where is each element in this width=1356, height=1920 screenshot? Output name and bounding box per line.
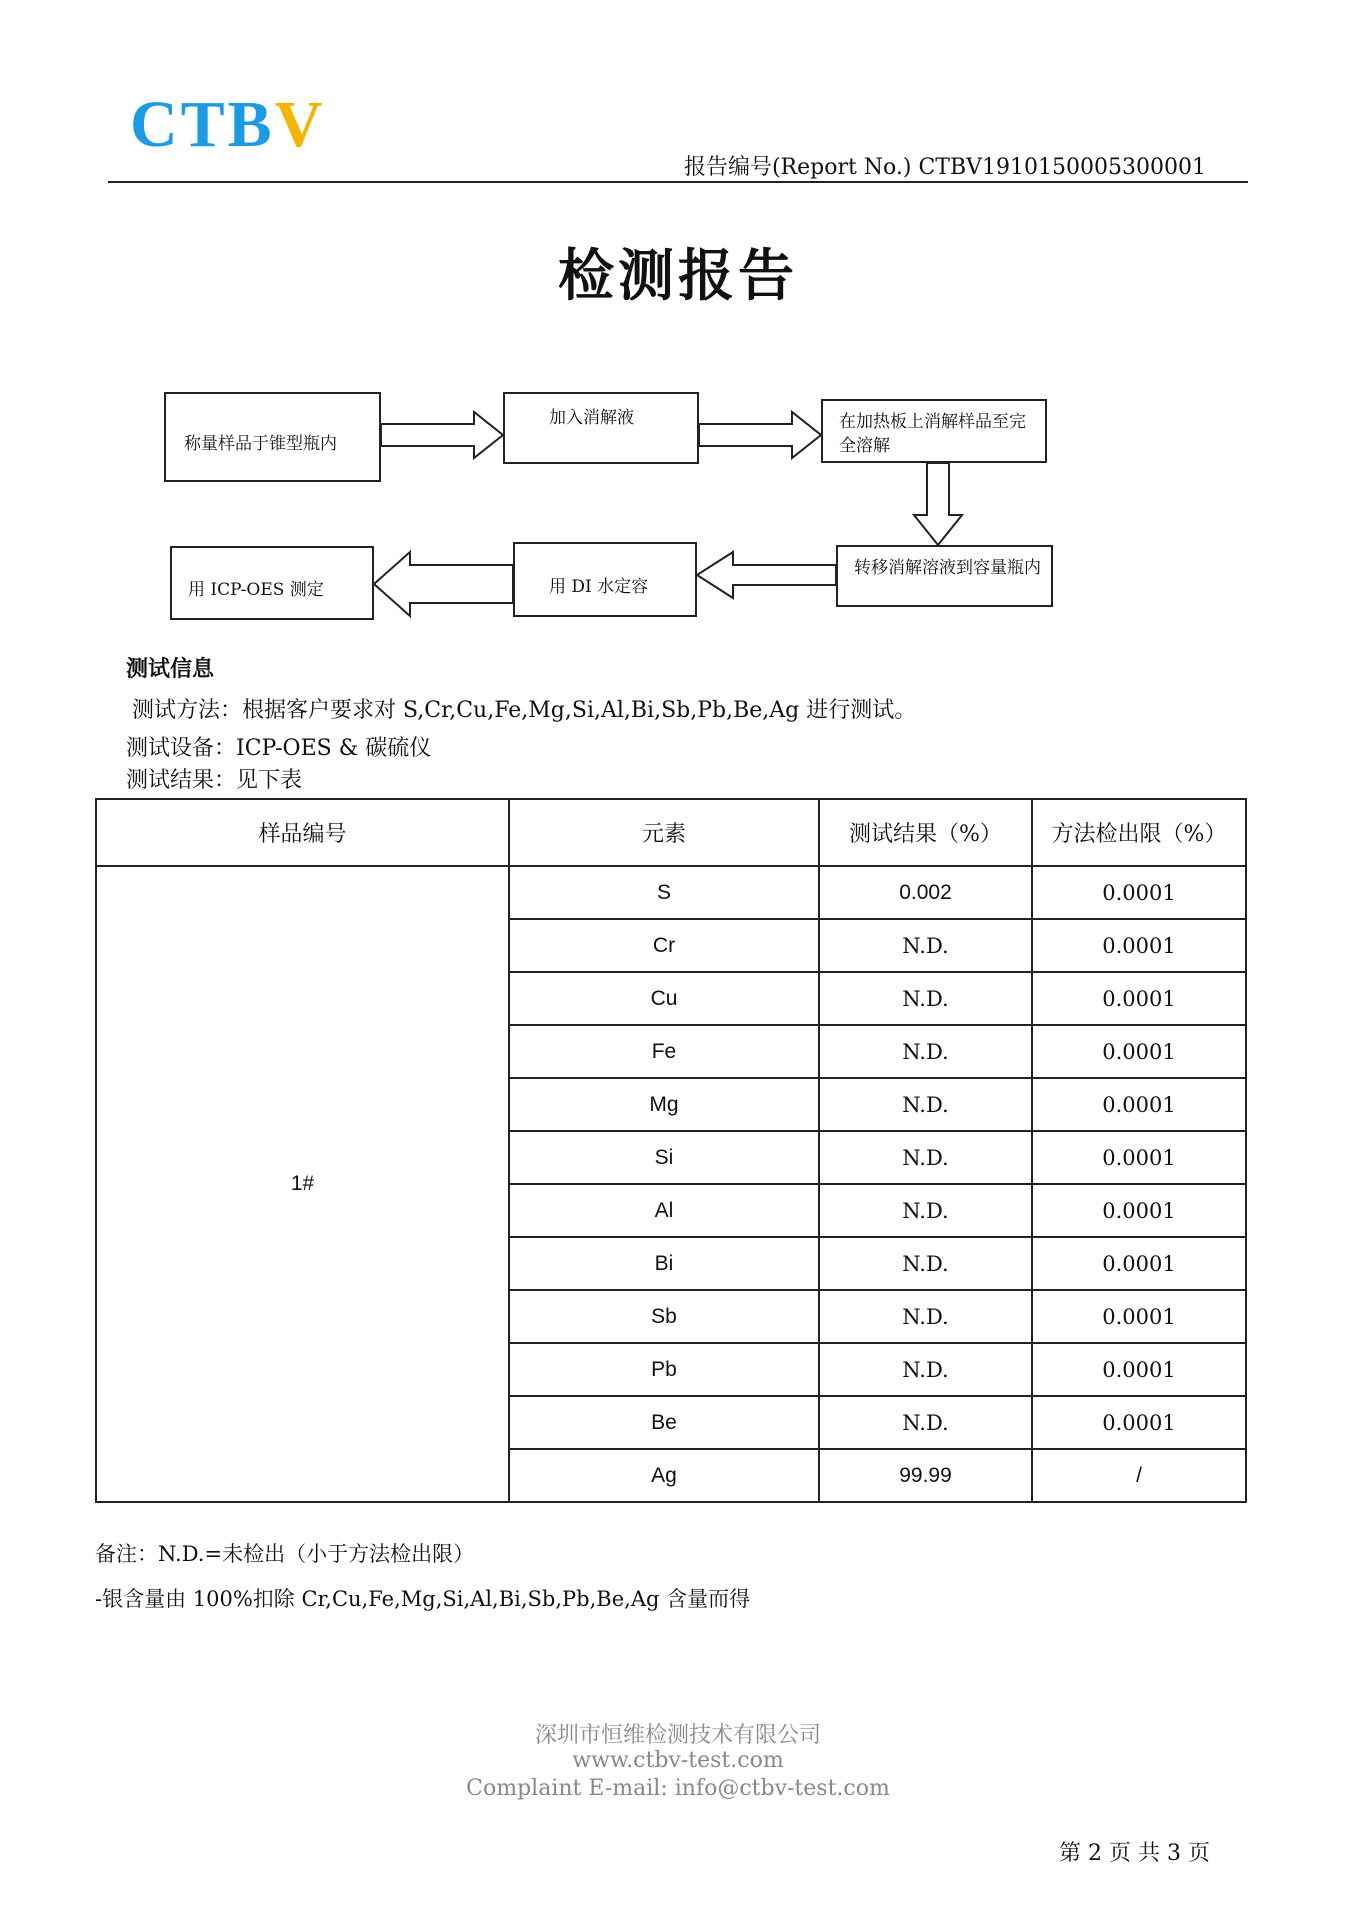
result-cell: N.D. <box>819 1396 1032 1449</box>
element-cell: Mg <box>509 1078 819 1131</box>
note-nd-definition: 备注：N.D.=未检出（小于方法检出限） <box>95 1542 475 1566</box>
element-cell: Be <box>509 1396 819 1449</box>
limit-cell: 0.0001 <box>1032 1290 1246 1343</box>
flowchart-step-label: 用 DI 水定容 <box>549 577 649 597</box>
flowchart-step-label: 称量样品于锥型瓶内 <box>184 434 337 454</box>
page-number: 第 2 页 共 3 页 <box>1059 1841 1210 1866</box>
flowchart-step-add-digestion-solution <box>503 392 699 464</box>
result-cell: N.D. <box>819 972 1032 1025</box>
logo-text-v: V <box>274 88 326 161</box>
result-cell: N.D. <box>819 1290 1032 1343</box>
limit-cell: / <box>1032 1449 1246 1502</box>
element-cell: Cr <box>509 919 819 972</box>
flowchart-step-dilute <box>513 542 697 617</box>
note-silver-calculation: -银含量由 100%扣除 Cr,Cu,Fe,Mg,Si,Al,Bi,Sb,Pb,Be,Ag 含量而得 <box>95 1587 751 1611</box>
flowchart-step-icp-measure <box>170 546 374 620</box>
limit-cell: 0.0001 <box>1032 1184 1246 1237</box>
header-sample-id: 样品编号 <box>96 799 509 866</box>
element-cell: Cu <box>509 972 819 1025</box>
test-info-heading: 测试信息 <box>126 656 215 682</box>
header-element: 元素 <box>509 799 819 866</box>
limit-cell: 0.0001 <box>1032 972 1246 1025</box>
results-table <box>95 798 1247 1503</box>
limit-cell: 0.0001 <box>1032 1131 1246 1184</box>
table-row <box>96 866 1246 919</box>
sample-id-cell: 1# <box>96 866 509 1502</box>
result-cell: N.D. <box>819 919 1032 972</box>
limit-cell: 0.0001 <box>1032 866 1246 919</box>
element-cell: Bi <box>509 1237 819 1290</box>
report-number: 报告编号(Report No.) CTBV1910150005300001 <box>683 155 1206 180</box>
flowchart-step-label: 在加热板上消解样品至完全溶解 <box>839 412 1026 456</box>
flowchart-step-label: 转移消解溶液到容量瓶内 <box>854 558 1041 578</box>
limit-cell: 0.0001 <box>1032 919 1246 972</box>
element-cell: Pb <box>509 1343 819 1396</box>
element-cell: S <box>509 866 819 919</box>
result-cell: N.D. <box>819 1025 1032 1078</box>
logo-text-ctb: CTB <box>130 88 275 161</box>
table-header-row <box>96 799 1246 866</box>
test-result-summary: 测试结果：见下表 <box>126 768 303 793</box>
flowchart-step-label: 加入消解液 <box>549 408 634 428</box>
element-cell: Fe <box>509 1025 819 1078</box>
arrow-left-icon <box>374 552 513 616</box>
element-cell: Si <box>509 1131 819 1184</box>
document-title: 检测报告 <box>558 243 798 309</box>
flowchart-step-transfer <box>836 545 1053 607</box>
result-cell: N.D. <box>819 1343 1032 1396</box>
result-cell: N.D. <box>819 1078 1032 1131</box>
flowchart-step-label: 用 ICP-OES 测定 <box>188 580 324 600</box>
result-cell: 99.99 <box>819 1449 1032 1502</box>
limit-cell: 0.0001 <box>1032 1078 1246 1131</box>
arrow-right-icon <box>381 412 503 458</box>
flowchart-step-weigh <box>164 392 381 482</box>
result-cell: N.D. <box>819 1184 1032 1237</box>
test-method: 测试方法：根据客户要求对 S,Cr,Cu,Fe,Mg,Si,Al,Bi,Sb,Pb,Be,Ag 进行测试。 <box>132 698 917 723</box>
result-cell: N.D. <box>819 1237 1032 1290</box>
test-equipment: 测试设备：ICP-OES & 碳硫仪 <box>126 736 432 761</box>
limit-cell: 0.0001 <box>1032 1343 1246 1396</box>
result-cell: 0.002 <box>819 866 1032 919</box>
header-test-result: 测试结果（%） <box>819 799 1032 866</box>
arrow-down-icon <box>914 463 962 545</box>
header-detection-limit: 方法检出限（%） <box>1032 799 1246 866</box>
limit-cell: 0.0001 <box>1032 1025 1246 1078</box>
arrow-left-icon <box>697 552 836 598</box>
result-cell: N.D. <box>819 1131 1032 1184</box>
footer-email: Complaint E-mail: info@ctbv-test.com <box>466 1776 890 1801</box>
limit-cell: 0.0001 <box>1032 1396 1246 1449</box>
element-cell: Al <box>509 1184 819 1237</box>
limit-cell: 0.0001 <box>1032 1237 1246 1290</box>
flowchart-step-heat-digest <box>821 399 1047 463</box>
footer-company-name: 深圳市恒维检测技术有限公司 <box>534 1723 821 1748</box>
element-cell: Ag <box>509 1449 819 1502</box>
arrow-right-icon <box>699 412 821 458</box>
element-cell: Sb <box>509 1290 819 1343</box>
footer-website: www.ctbv-test.com <box>572 1748 784 1773</box>
